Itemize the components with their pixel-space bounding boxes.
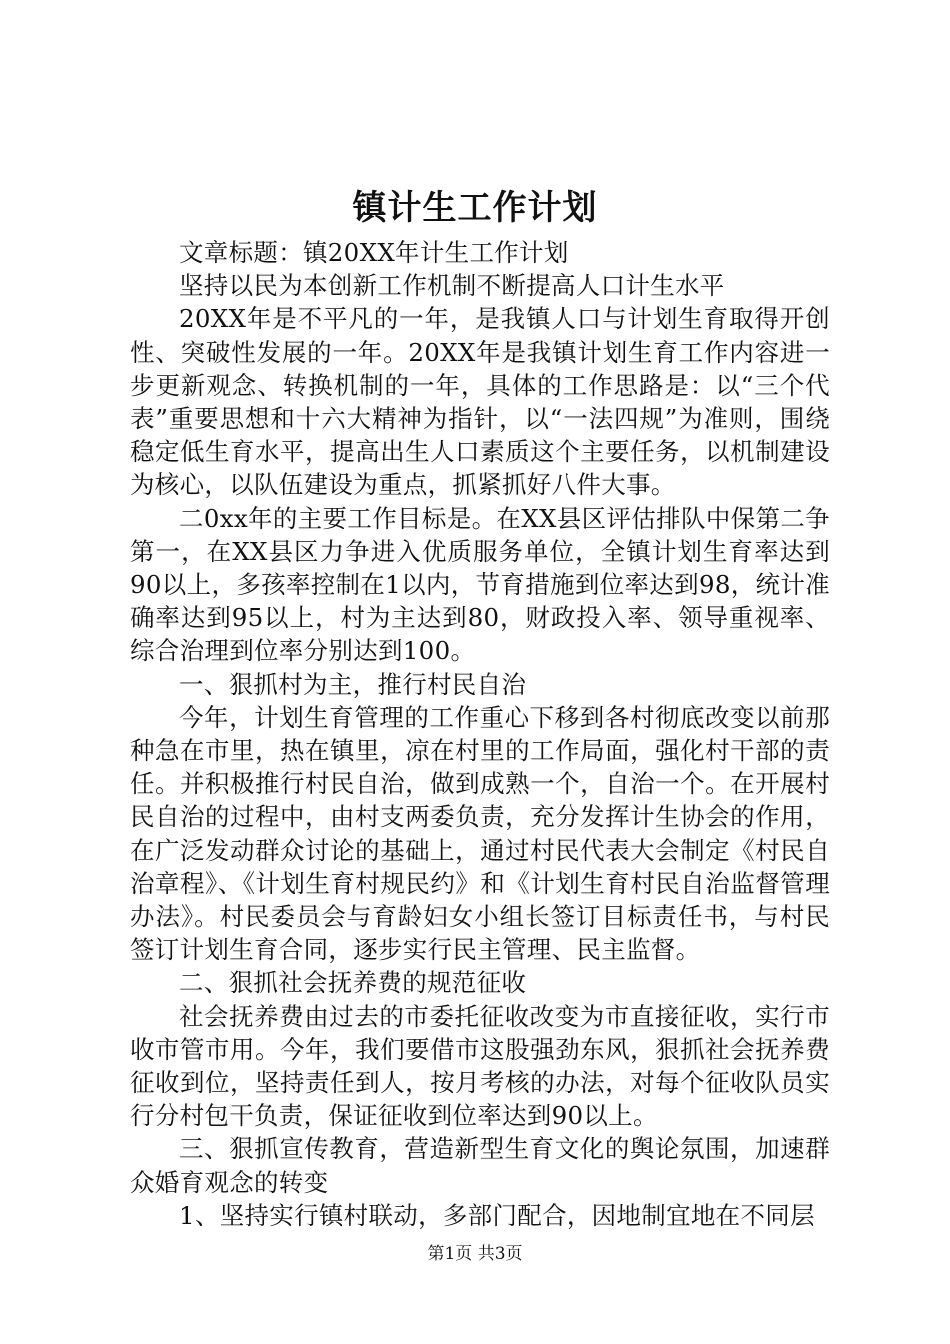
paragraph-item-1: 1、坚持实行镇村联动，多部门配合，因地制宜地在不同层 (179, 1200, 815, 1230)
paragraph-article-title: 文章标题：镇20XX年计生工作计划 (179, 238, 569, 267)
paragraph-subtitle: 坚持以民为本创新工作机制不断提高人口计生水平 (179, 271, 725, 301)
document-title: 镇计生工作计划 (352, 188, 598, 228)
section-heading-3: 三、狠抓宣传教育，营造新型生育文化的舆论氛围，加速群众婚育观念的转变 (130, 1134, 830, 1197)
page-number-footer: 第1页 共3页 (427, 1244, 523, 1264)
paragraph-section-1: 今年，计划生育管理的工作重心下移到各村彻底改变以前那种急在市里，热在镇里，凉在村里的工作局面，强化村干部的责任。并积极推行村民自治，做到成熟一个，自治一个。在开展村民自治的过程中，由村支两委负责，充分发挥计生协会的作用，在广泛发动群众讨论的基础上，通过村民代表大会制定《村民自治章程》、《计划生育村规民约》和《计划生育村民自治监督管理办法》。村民委员会与育龄妇女小组长签订目标责任书，与村民签订计划生育合同，逐步实行民主管理、民主监督。 (130, 702, 830, 965)
section-heading-1: 一、狠抓村为主，推行村民自治 (179, 669, 527, 699)
paragraph-section-2: 社会抚养费由过去的市委托征收改变为市直接征收，实行市收市管市用。今年，我们要借市这股强劲东风，狠抓社会抚养费征收到位，坚持责任到人，按月考核的办法，对每个征收队员实行分村包干负责，保证征收到位率达到90以上。 (130, 1001, 830, 1131)
document-body (130, 236, 830, 1232)
paragraph-intro: 20XX年是不平凡的一年，是我镇人口与计划生育取得开创性、突破性发展的一年。20XX年是我镇计划生育工作内容进一步更新观念、转换机制的一年，具体的工作思路是：以“三个代表”重要思想和十六大精神为指针，以“一法四规”为准则，围绕稳定低生育水平，提高出生人口素质这个主要任务，以机制建设为核心，以队伍建设为重点，抓紧抓好八件大事。 (130, 304, 830, 500)
paragraph-goals: 二0xx年的主要工作目标是。在XX县区评估排队中保第二争第一，在XX县区力争进入优质服务单位，全镇计划生育率达到90以上，多孩率控制在1以内，节育措施到位率达到98，统计准确率达到95以上，村为主达到80，财政投入率、领导重视率、综合治理到位率分别达到100。 (130, 503, 830, 666)
section-heading-2: 二、狠抓社会抚养费的规范征收 (179, 968, 527, 998)
